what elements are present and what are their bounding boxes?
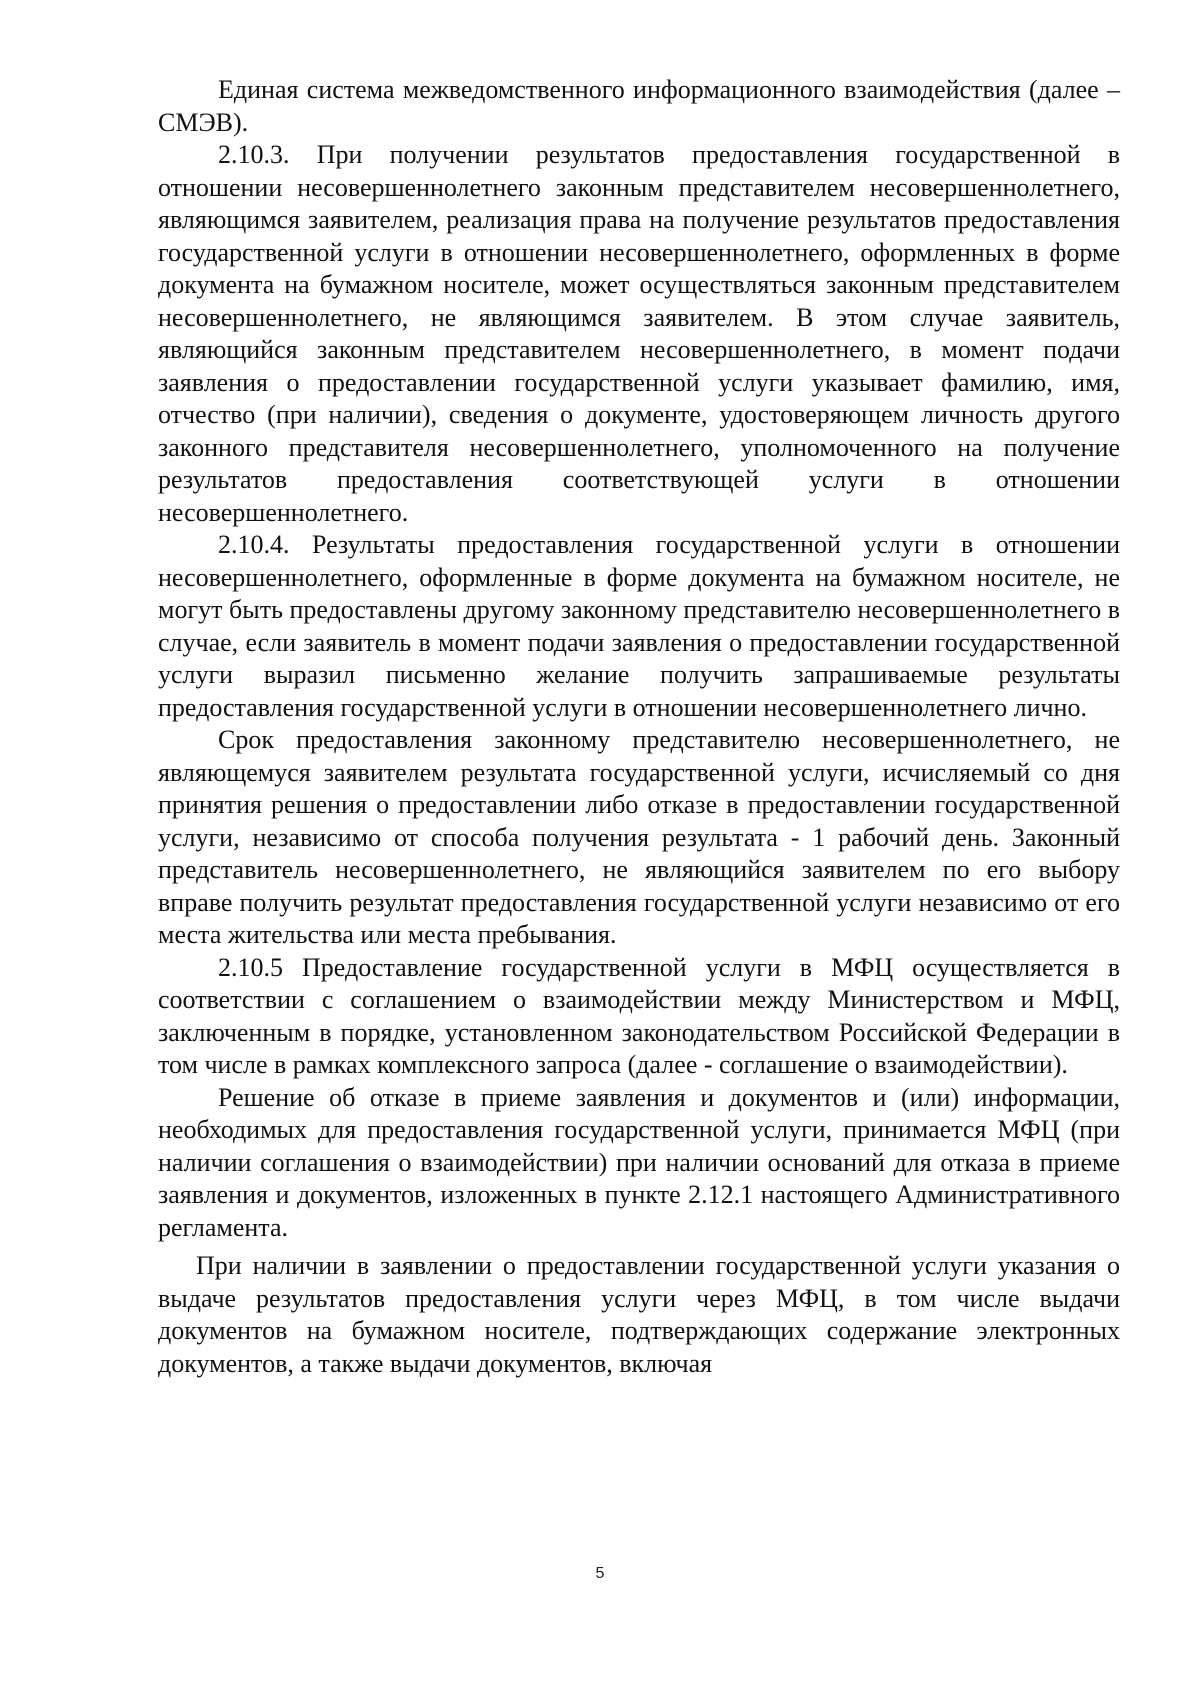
paragraph-smev: Единая система межведомственного информационного взаимодействия (далее – СМЭВ). — [158, 75, 1120, 137]
page-number: 5 — [595, 1565, 605, 1582]
paragraph-refusal: Решение об отказе в приеме заявления и документов и (или) информации, необходимых для предоставления государственной услуги, принимается МФЦ (при наличии соглашения о взаимодействии) при наличии оснований для отказа в приеме заявления и документов, изложенных в пункте 2.12.1 настоящего Административного регламента. — [158, 1082, 1120, 1242]
paragraph-2-10-4: 2.10.4. Результаты предоставления государственной услуги в отношении несовершеннолетнего, оформленные в форме документа на бумажном носителе, не могут быть предоставлены другому законному представителю несовершеннолетнего в случае, если заявитель в момент подачи заявления о предоставлении государственной услуги выразил письменно желание получить запрашиваемые результаты предоставления государственной услуги в отношении несовершеннолетнего лично. — [158, 530, 1120, 722]
document-body — [158, 74, 1120, 1380]
paragraph-2-10-5: 2.10.5 Предоставление государственной услуги в МФЦ осуществляется в соответствии с соглашением о взаимодействии между Министерством и МФЦ, заключенным в порядке, установленном законодательством Российской Федерации в том числе в рамках комплексного запроса (далее - соглашение о взаимодействии). — [158, 952, 1120, 1079]
paragraph-2-10-3: 2.10.3. При получении результатов предоставления государственной в отношении несовершеннолетнего законным представителем несовершеннолетнего, являющимся заявителем, реализация права на получение результатов предоставления государственной услуги в отношении несовершеннолетнего, оформленных в форме документа на бумажном носителе, может осуществляться законным представителем несовершеннолетнего, не являющимся заявителем. В этом случае заявитель, являющийся законным представителем несовершеннолетнего, в момент подачи заявления о предоставлении государственной услуги указывает фамилию, имя, отчество (при наличии), сведения о документе, удостоверяющем личность другого законного представителя несовершеннолетнего, уполномоченного на получение результатов предоставления соответствующей услуги в отношении несовершеннолетнего. — [158, 140, 1120, 527]
paragraph-mfc-delivery: При наличии в заявлении о предоставлении государственной услуги указания о выдаче результатов предоставления услуги через МФЦ, в том числе выдачи документов на бумажном носителе, подтверждающих содержание электронных документов, а также выдачи документов, включая — [158, 1251, 1120, 1378]
paragraph-term: Срок предоставления законному представителю несовершеннолетнего, не являющемуся заявителем результата государственной услуги, исчисляемый со дня принятия решения о предоставлении либо отказе в предоставлении государственной услуги, независимо от способа получения результата - 1 рабочий день. Законный представитель несовершеннолетнего, не являющийся заявителем по его выбору вправе получить результат предоставления государственной услуги независимо от его места жительства или места пребывания. — [158, 725, 1120, 949]
